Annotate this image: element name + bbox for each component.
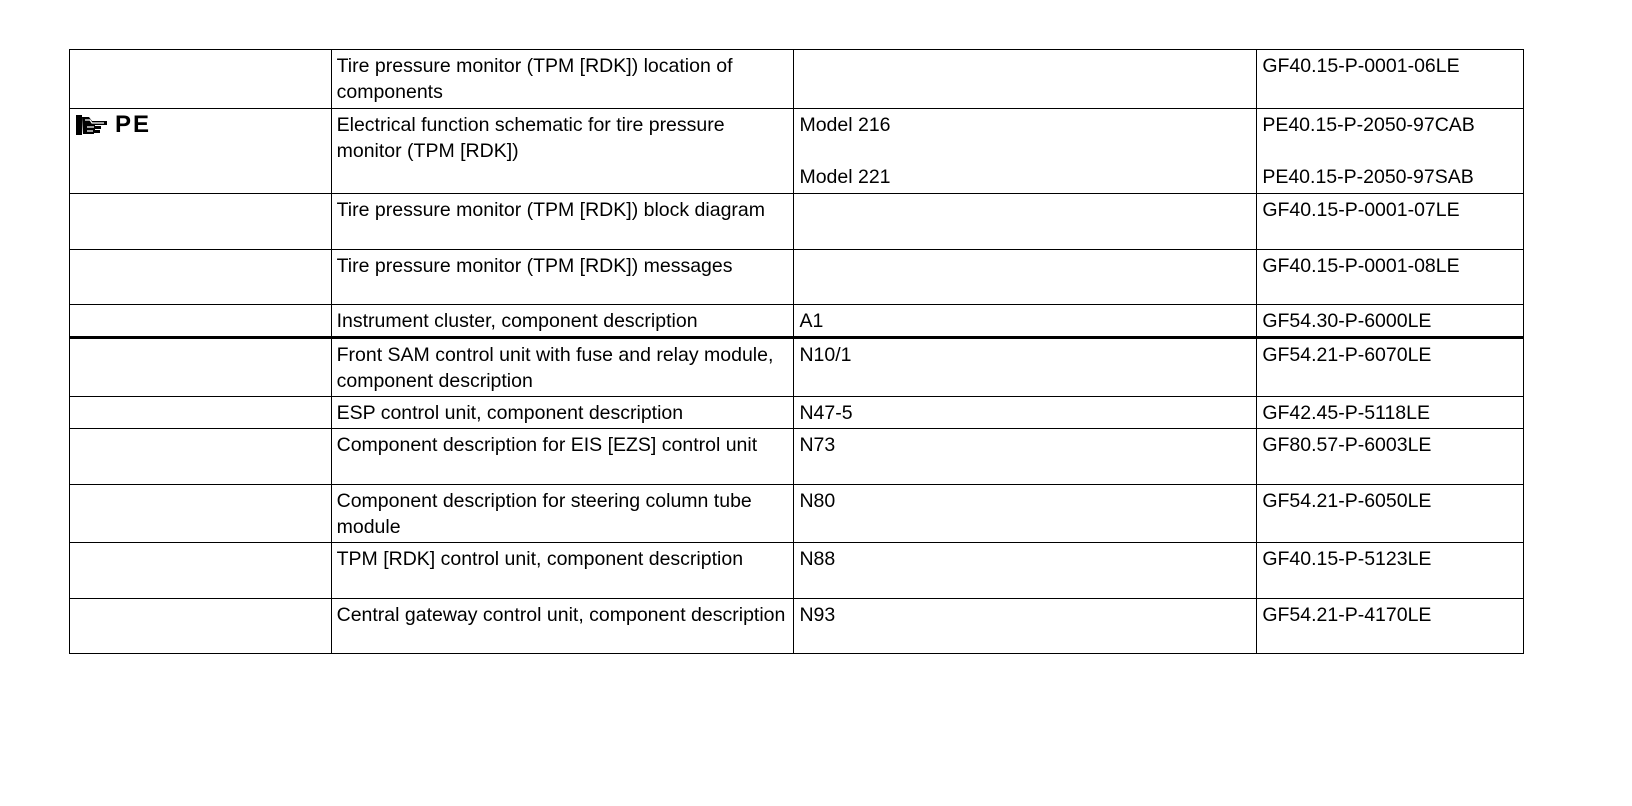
document-number-link[interactable]: GF40.15-P-5123LE — [1262, 548, 1432, 570]
table-row — [70, 543, 1524, 599]
marker-cell — [70, 109, 332, 194]
document-cell — [1257, 543, 1524, 599]
document-cell — [1257, 485, 1524, 543]
description-cell: Central gateway control unit, component description — [331, 599, 794, 654]
table-row — [70, 397, 1524, 429]
document-cell — [1257, 109, 1524, 194]
description-cell: ESP control unit, component description — [331, 397, 794, 429]
marker-cell — [70, 250, 332, 305]
component-cell — [794, 194, 1257, 250]
component-cell — [794, 599, 1257, 654]
description-cell: Tire pressure monitor (TPM [RDK]) location of components — [331, 50, 794, 109]
description-cell: Tire pressure monitor (TPM [RDK]) messages — [331, 250, 794, 305]
component-value: Model 221 — [799, 166, 891, 188]
document-number-link[interactable]: PE40.15-P-2050-97CAB — [1262, 114, 1475, 136]
table-row — [70, 429, 1524, 485]
description-cell: Front SAM control unit with fuse and relay module, component description — [331, 338, 794, 397]
component-value: N93 — [799, 604, 836, 626]
table-row — [70, 109, 1524, 194]
component-cell — [794, 305, 1257, 338]
component-value: Model 216 — [799, 114, 891, 136]
component-cell — [794, 109, 1257, 194]
document-cell — [1257, 305, 1524, 338]
document-number-link[interactable]: PE40.15-P-2050-97SAB — [1262, 166, 1474, 188]
document-number-link[interactable]: GF80.57-P-6003LE — [1262, 434, 1432, 456]
description-cell: Electrical function schematic for tire pressure monitor (TPM [RDK]) — [331, 109, 794, 194]
reference-table-body — [70, 50, 1524, 654]
document-cell — [1257, 599, 1524, 654]
component-value: N10/1 — [799, 344, 852, 366]
marker-cell — [70, 599, 332, 654]
document-number-link[interactable]: GF54.21-P-4170LE — [1262, 604, 1432, 626]
document-number-link[interactable]: GF40.15-P-0001-08LE — [1262, 255, 1460, 277]
description-cell: Tire pressure monitor (TPM [RDK]) block diagram — [331, 194, 794, 250]
component-value: N47-5 — [799, 402, 853, 424]
component-value: N80 — [799, 490, 836, 512]
marker-cell — [70, 543, 332, 599]
table-row — [70, 485, 1524, 543]
document-number-link[interactable]: GF40.15-P-0001-07LE — [1262, 199, 1460, 221]
pointing-hand-icon — [75, 113, 109, 137]
marker-cell — [70, 50, 332, 109]
table-row — [70, 305, 1524, 338]
document-number-link[interactable]: GF54.21-P-6070LE — [1262, 344, 1432, 366]
document-number-link[interactable]: GF42.45-P-5118LE — [1262, 402, 1430, 424]
document-number-link[interactable]: GF40.15-P-0001-06LE — [1262, 55, 1460, 77]
table-row — [70, 599, 1524, 654]
pe-marker-label: PE — [115, 111, 152, 138]
table-row — [70, 338, 1524, 397]
marker-cell — [70, 429, 332, 485]
document-number-link[interactable]: GF54.30-P-6000LE — [1262, 310, 1432, 332]
component-value: N88 — [799, 548, 836, 570]
marker-cell — [70, 485, 332, 543]
document-cell — [1257, 397, 1524, 429]
component-cell — [794, 50, 1257, 109]
marker-cell — [70, 397, 332, 429]
marker-cell — [70, 338, 332, 397]
document-number-link[interactable]: GF54.21-P-6050LE — [1262, 490, 1432, 512]
document-cell — [1257, 250, 1524, 305]
component-cell — [794, 397, 1257, 429]
component-cell — [794, 338, 1257, 397]
description-cell: TPM [RDK] control unit, component description — [331, 543, 794, 599]
description-cell: Component description for EIS [EZS] control unit — [331, 429, 794, 485]
marker-cell — [70, 194, 332, 250]
component-cell — [794, 485, 1257, 543]
component-cell — [794, 543, 1257, 599]
table-row — [70, 250, 1524, 305]
description-cell: Component description for steering column tube module — [331, 485, 794, 543]
reference-table — [69, 49, 1524, 654]
component-cell — [794, 250, 1257, 305]
table-row — [70, 50, 1524, 109]
component-cell — [794, 429, 1257, 485]
pe-marker — [75, 112, 151, 138]
marker-cell — [70, 305, 332, 338]
document-cell — [1257, 429, 1524, 485]
component-value: A1 — [799, 310, 824, 332]
document-cell — [1257, 194, 1524, 250]
document-cell — [1257, 338, 1524, 397]
document-cell — [1257, 50, 1524, 109]
description-cell: Instrument cluster, component description — [331, 305, 794, 338]
component-value: N73 — [799, 434, 836, 456]
table-row — [70, 194, 1524, 250]
